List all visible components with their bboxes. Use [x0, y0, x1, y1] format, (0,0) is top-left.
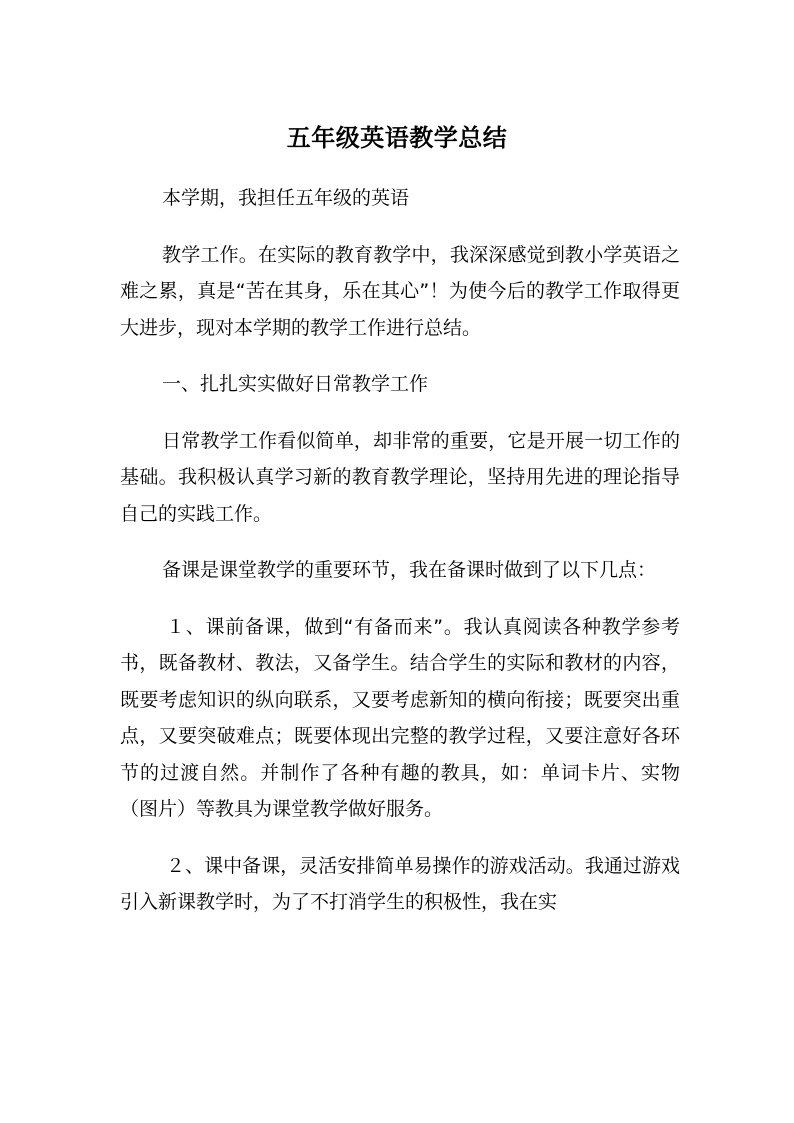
document-title: 五年级英语教学总结: [286, 124, 508, 152]
section-heading-1: 一、扎扎实实做好日常教学工作: [162, 373, 429, 395]
paragraph-teaching-work: 教学工作。在实际的教育教学中，我深深感觉到教小学英语之难之累，真是“苦在其身，乐在其心”！为使今后的教学工作取得更大进步，现对本学期的教学工作进行总结。: [120, 243, 680, 339]
paragraph-lesson-prep: 备课是课堂教学的重要环节，我在备课时做到了以下几点：: [162, 559, 657, 581]
paragraph-intro: 本学期，我担任五年级的英语: [162, 187, 410, 209]
list-item-2: ２、课中备课，灵活安排简单易操作的游戏活动。我通过游戏引入新课教学时，为了不打消学生的积极性，我在实: [120, 854, 680, 913]
paragraph-daily-work: 日常教学工作看似简单，却非常的重要，它是开展一切工作的基础。我积极认真学习新的教育教学理论，坚持用先进的理论指导自己的实践工作。: [120, 429, 680, 525]
list-item-1: １、课前备课，做到“有备而来”。我认真阅读各种教学参考书，既备教材、教法，又备学生。结合学生的实际和教材的内容，既要考虑知识的纵向联系，又要考虑新知的横向衔接；既要突出重点，又要突破难点；既要体现出完整的教学过程，又要注意好各环节的过渡自然。并制作了各种有趣的教具，如：单词卡片、实物（图片）等教具为课堂教学做好服务。: [120, 615, 680, 820]
document-body: [120, 180, 680, 941]
